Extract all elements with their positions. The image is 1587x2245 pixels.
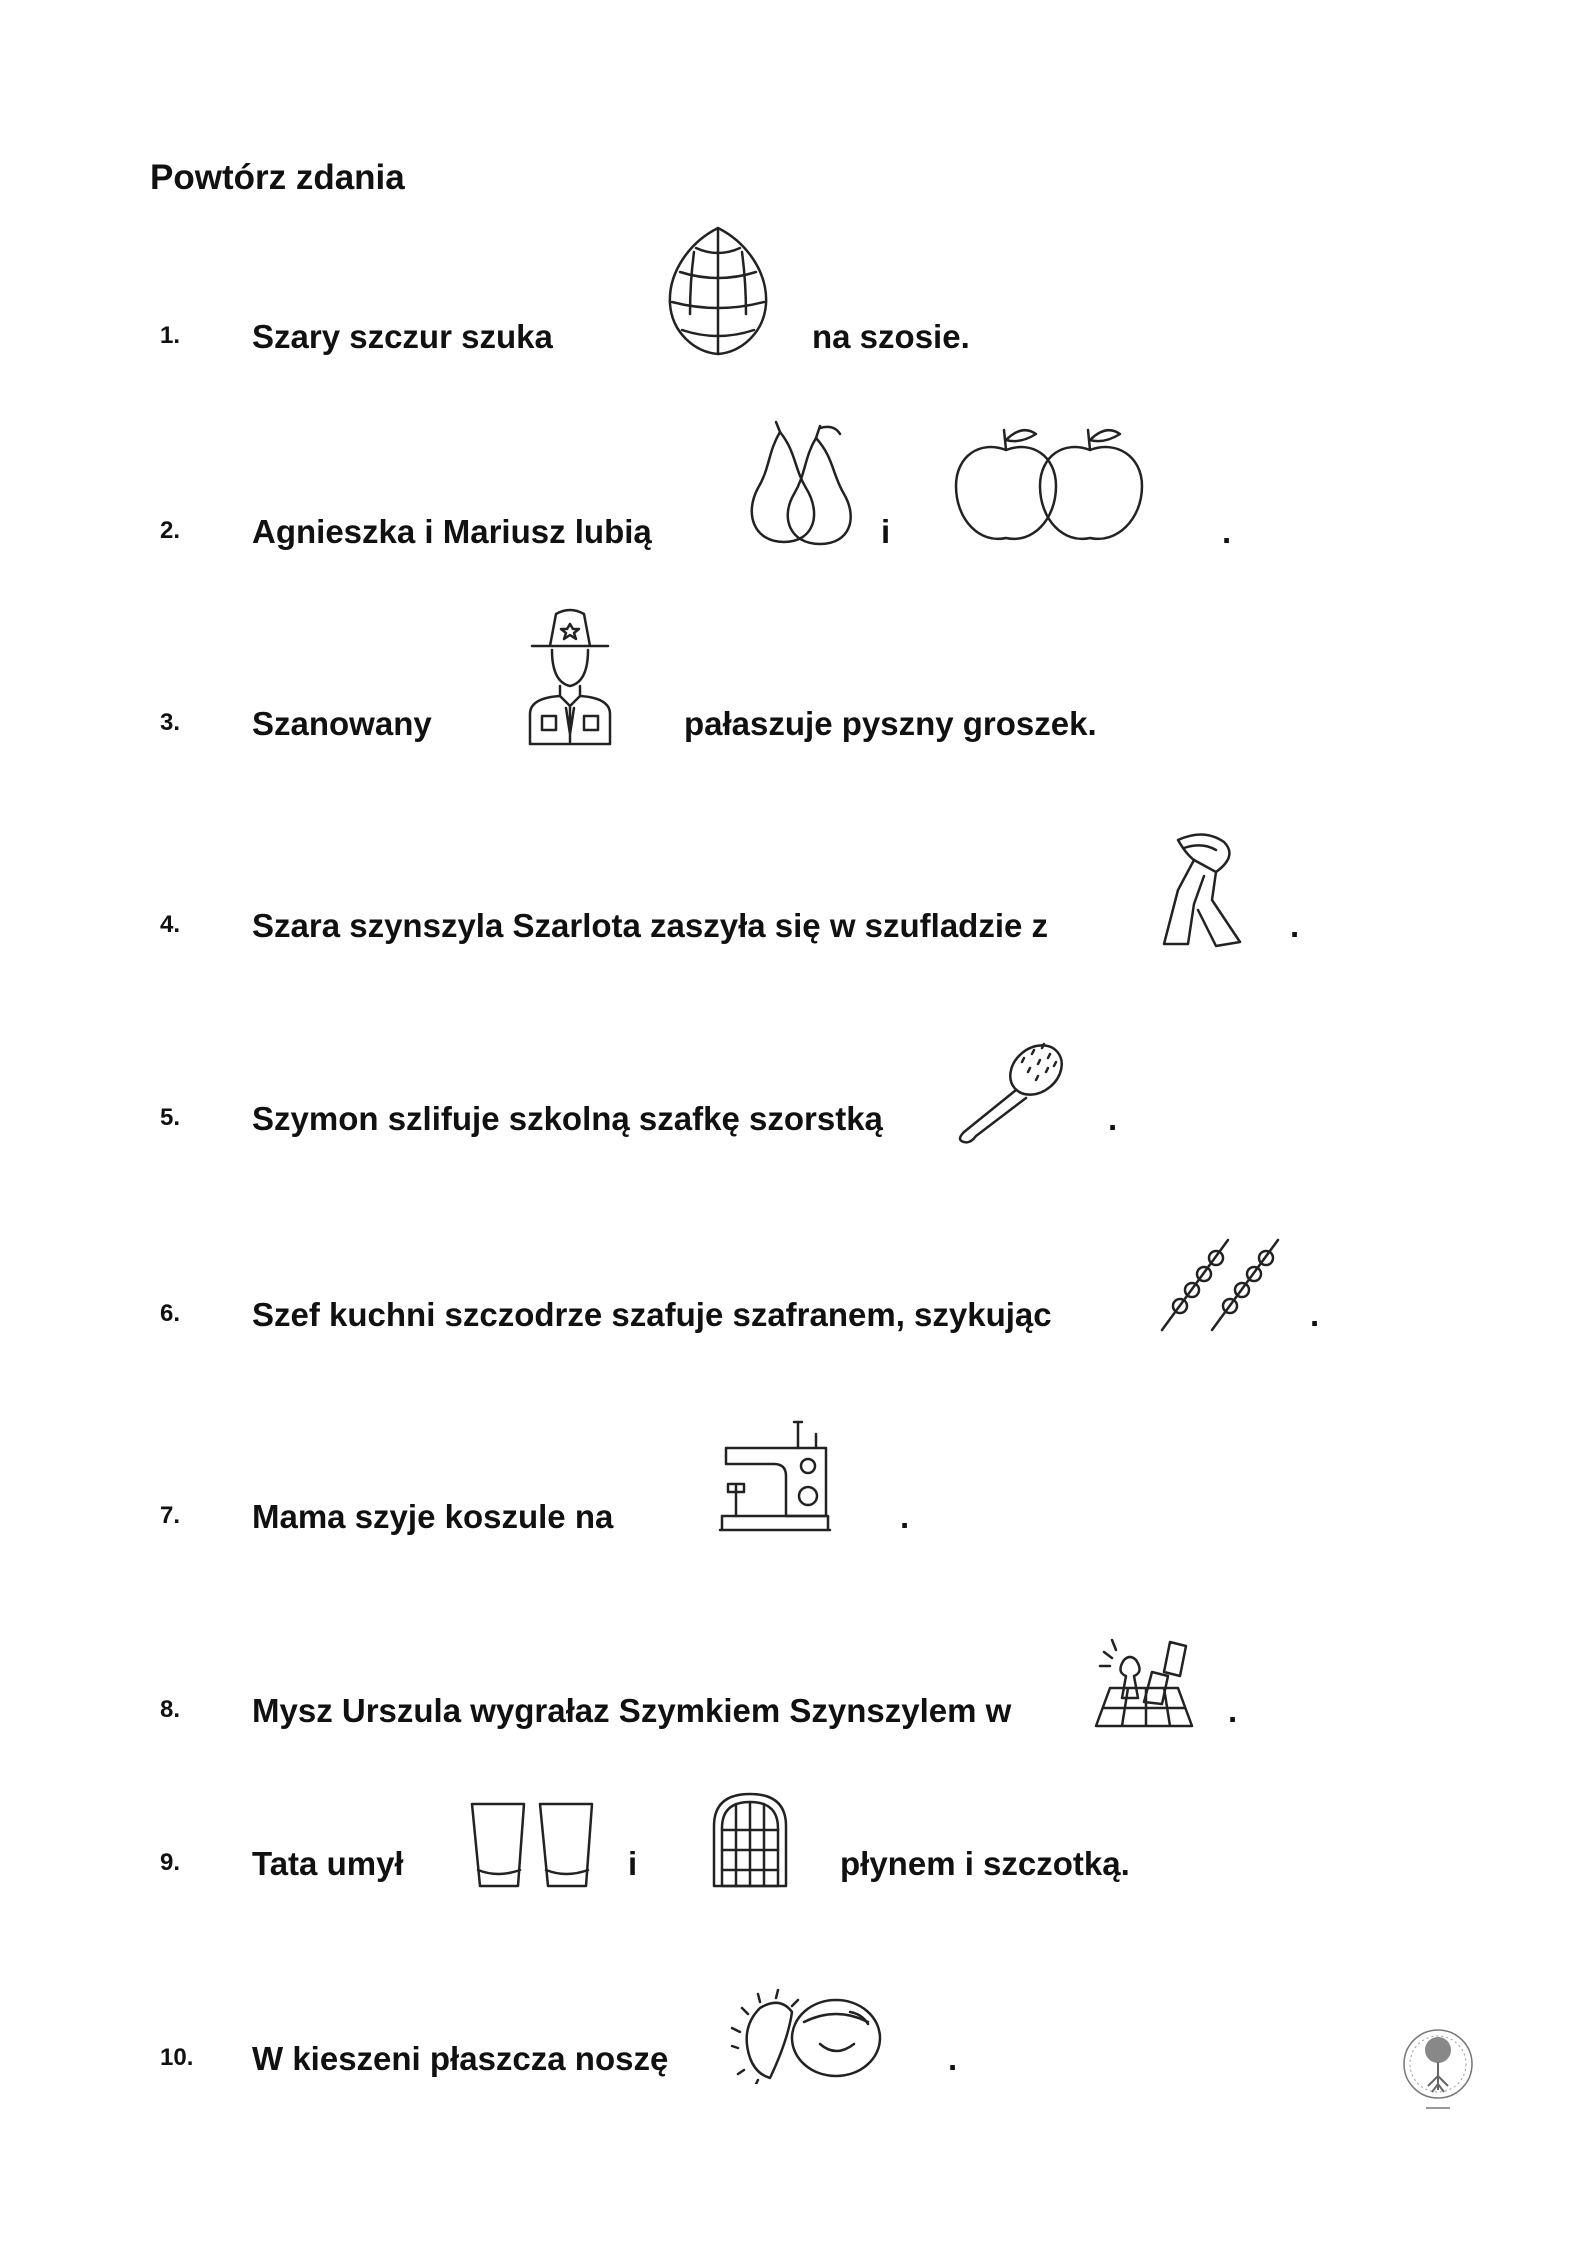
sentence-number: 6. (160, 1300, 181, 1327)
sentence-8 (0, 1692, 1587, 1732)
sentence-number: 8. (160, 1696, 181, 1723)
sentence-text: Agnieszka i Mariusz lubią (252, 513, 652, 550)
sentence-text: Mysz Urszula wygrałaz Szymkiem Szynszylem w (252, 1692, 1012, 1729)
sentence-number: 9. (160, 1849, 181, 1876)
pears-icon (740, 418, 858, 548)
sentence-text: Mama szyje koszule na (252, 1498, 614, 1535)
sentence-text: Szef kuchni szczodrze szafuje szafranem, szykując (252, 1296, 1052, 1333)
sentence-1 (0, 318, 1587, 358)
sentence-3 (0, 705, 1587, 745)
chestnuts-icon (730, 1988, 890, 2084)
sentence-text: W kieszeni płaszcza noszę (252, 2040, 669, 2077)
sentence-4 (0, 907, 1587, 947)
sentence-text: i (628, 1845, 638, 1882)
sentence-text: na szosie. (812, 318, 970, 355)
sentence-text: i (881, 513, 891, 550)
sentence-text: . (1290, 907, 1300, 944)
sewing-machine-icon (716, 1418, 834, 1534)
apples-icon (950, 420, 1150, 548)
sentence-number: 10. (160, 2044, 194, 2071)
sentence-text: . (1310, 1296, 1320, 1333)
sentence-number: 3. (160, 709, 181, 736)
pine-cone-icon (660, 222, 776, 358)
glasses-icon (468, 1800, 598, 1892)
sentence-text: . (900, 1498, 910, 1535)
sentence-6 (0, 1296, 1587, 1336)
tree-logo-icon (1400, 2020, 1476, 2116)
skewers-icon (1158, 1236, 1286, 1334)
sentence-text: Szymon szlifuje szkolną szafkę szorstką (252, 1100, 883, 1137)
window-icon (710, 1790, 790, 1890)
sentence-9 (0, 1845, 1587, 1885)
chess-icon (1092, 1632, 1198, 1730)
sentence-text: Tata umył (252, 1845, 404, 1882)
sentence-text: Szara szynszyla Szarlota zaszyła się w szufladzie z (252, 907, 1049, 944)
sentence-text: . (948, 2040, 958, 2077)
sentence-number: 1. (160, 322, 181, 349)
sentence-text: Szanowany (252, 705, 432, 742)
sentence-5 (0, 1100, 1587, 1140)
sentence-number: 7. (160, 1502, 181, 1529)
sentence-text: Szary szczur szuka (252, 318, 553, 355)
sentence-number: 4. (160, 911, 181, 938)
page-title: Powtórz zdania (150, 158, 405, 197)
sentence-text: . (1222, 513, 1232, 550)
sentence-text: pałaszuje pyszny groszek. (684, 705, 1097, 742)
scarf-icon (1154, 830, 1250, 948)
sentence-number: 2. (160, 517, 181, 544)
scout-icon (524, 604, 616, 746)
brush-icon (952, 1032, 1074, 1144)
sentence-text: . (1228, 1692, 1238, 1729)
sentence-text: . (1108, 1100, 1118, 1137)
sentence-number: 5. (160, 1104, 181, 1131)
sentence-text: płynem i szczotką. (840, 1845, 1130, 1882)
